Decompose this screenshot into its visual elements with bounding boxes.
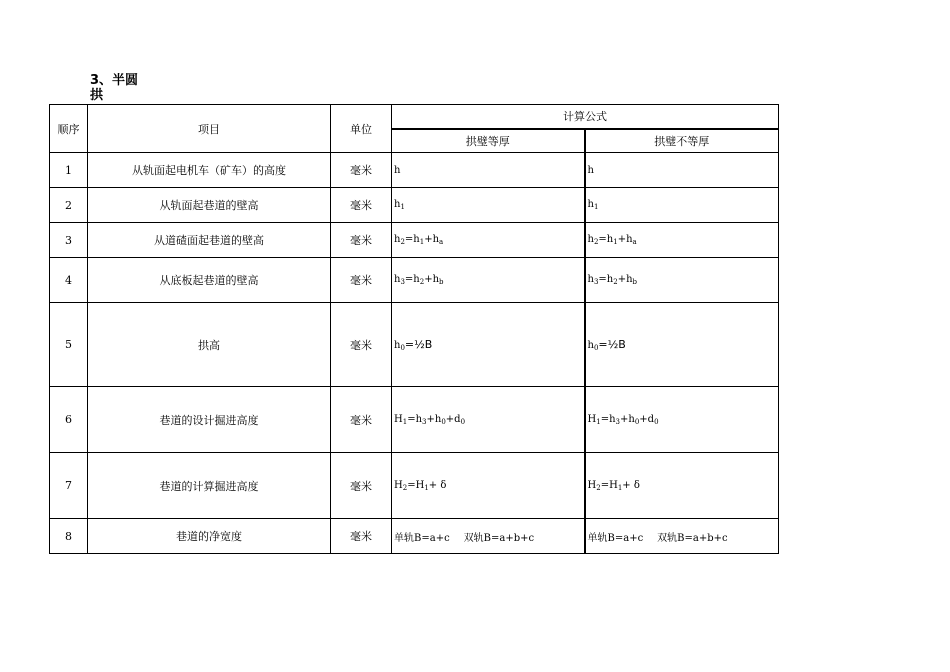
formula-equal: $h_2=h_1+h_a$ [392, 223, 585, 258]
header-seq: 顺序 [50, 105, 88, 153]
table-row [50, 153, 779, 188]
header-unequal-thickness: 拱璧不等厚 [585, 129, 779, 153]
formula-table [49, 104, 779, 554]
header-unit: 单位 [331, 105, 392, 153]
formula-subscript: 1 [400, 203, 405, 211]
header-equal-thickness: 拱璧等厚 [392, 129, 585, 153]
formula-equal: $h_0=\frac{1}{2}B$ [392, 303, 585, 387]
formula-equal [392, 188, 585, 223]
formula-unequal: $H_1=h_3+h_0+d_0$ [585, 387, 779, 453]
header-item: 项目 [88, 105, 331, 153]
single-track-formula: 单轨B=a+c [394, 532, 450, 544]
row-item: 从轨面起巷道的壁高 [88, 188, 331, 223]
formula-unequal: $h_0=\frac{1}{2}B$ [585, 303, 779, 387]
row-seq: 2 [50, 188, 88, 223]
header-formula: 计算公式 [392, 105, 779, 129]
table-row [50, 453, 779, 519]
formula-rest: =½B [404, 337, 433, 351]
row-unit: 毫米 [331, 188, 392, 223]
row-seq: 6 [50, 387, 88, 453]
formula-base: h [587, 199, 594, 210]
section-title: 3、半圆拱 [90, 73, 139, 103]
row-item: 巷道的计算掘进高度 [88, 453, 331, 519]
table-row [50, 223, 779, 258]
row-seq: 4 [50, 258, 88, 303]
formula-rest: + δ [622, 479, 640, 491]
formula-equal: $H_2=H_1+ \delta$ [392, 453, 585, 519]
formula-unequal: $h_3=h_2+h_b$ [585, 258, 779, 303]
double-track-formula: 双轨B=a+b+c [463, 532, 535, 544]
table-row [50, 188, 779, 223]
formula-unequal [585, 188, 779, 223]
table-row [50, 303, 779, 387]
row-seq: 3 [50, 223, 88, 258]
row-seq: 8 [50, 519, 88, 554]
formula-subscript: 1 [593, 203, 599, 211]
table-row [50, 387, 779, 453]
formula-unequal: h [585, 153, 779, 188]
row-seq: 5 [50, 303, 88, 387]
formula-equal: $H_1=h_3+h_0+d_0$ [392, 387, 585, 453]
row-item: 从道碴面起巷道的壁高 [88, 223, 331, 258]
row-unit: 毫米 [331, 223, 392, 258]
row-item: 拱高 [88, 303, 331, 387]
row-item: 从轨面起电机车（矿车）的高度 [88, 153, 331, 188]
row-unit: 毫米 [331, 153, 392, 188]
formula-base: h [394, 199, 401, 210]
formula-unequal: $H_2=H_1+ \delta$ [585, 453, 779, 519]
row-unit: 毫米 [331, 387, 392, 453]
row-unit: 毫米 [331, 519, 392, 554]
row-unit: 毫米 [331, 258, 392, 303]
single-track-formula: 单轨B=a+c [587, 532, 644, 544]
row-unit: 毫米 [331, 303, 392, 387]
row-item: 巷道的净宽度 [88, 519, 331, 554]
formula-equal [392, 519, 585, 554]
row-item: 从底板起巷道的壁高 [88, 258, 331, 303]
formula-rest: =½B [598, 337, 626, 351]
formula-unequal [585, 519, 779, 554]
row-unit: 毫米 [331, 453, 392, 519]
row-seq: 7 [50, 453, 88, 519]
formula-equal: h [392, 153, 585, 188]
table-row [50, 258, 779, 303]
table-row [50, 519, 779, 554]
formula-unequal: $h_2=h_1+h_a$ [585, 223, 779, 258]
double-track-formula: 双轨B=a+b+c [657, 532, 728, 544]
row-seq: 1 [50, 153, 88, 188]
formula-equal: $h_3=h_2+h_b$ [392, 258, 585, 303]
formula-rest: + δ [428, 479, 447, 491]
row-item: 巷道的设计掘进高度 [88, 387, 331, 453]
